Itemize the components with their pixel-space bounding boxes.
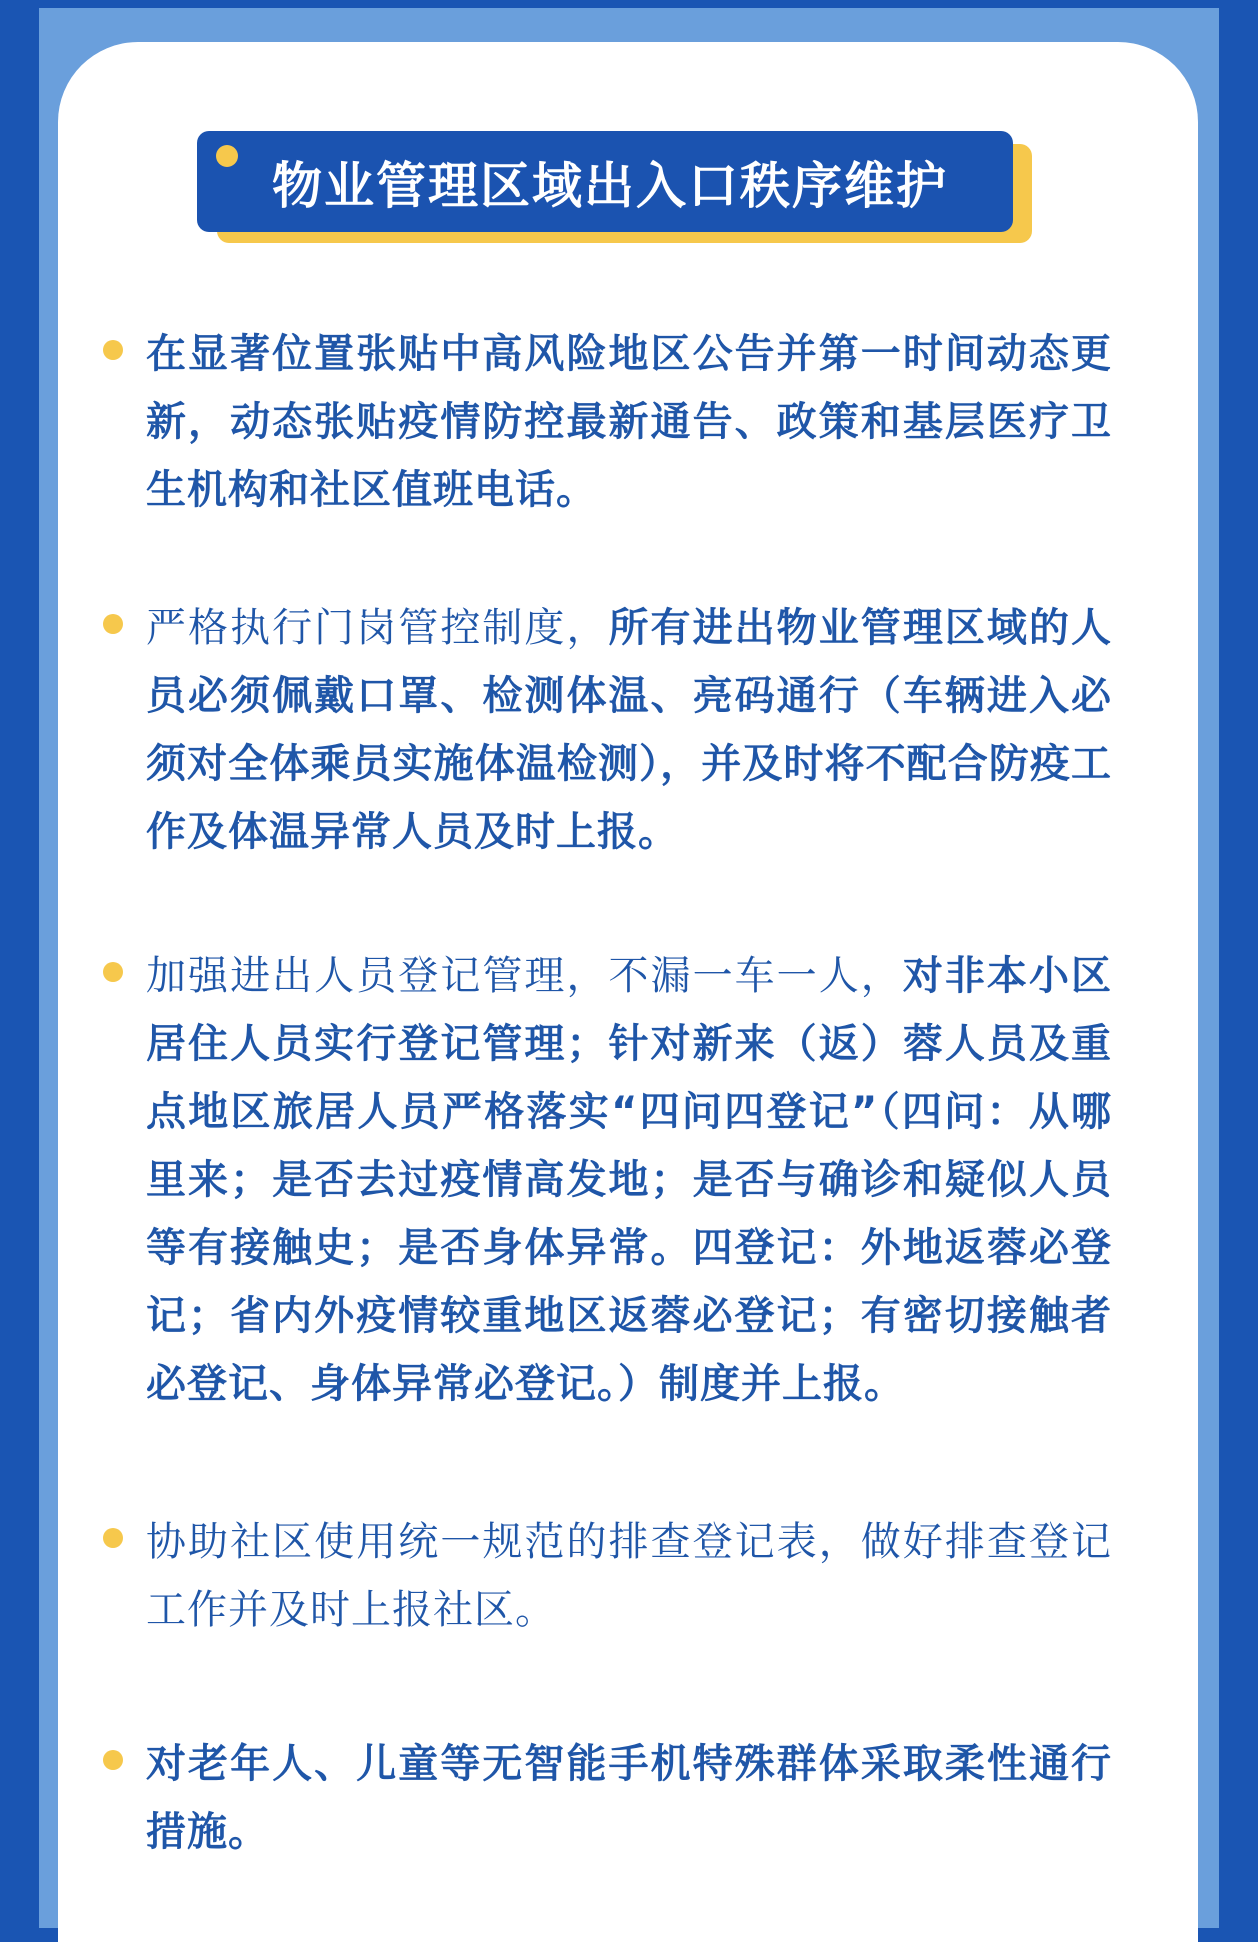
item-text-bold: 对非本小区居住人员实行登记管理；针对新来（返）蓉人员及重点地区旅居人员严格落实“四问四登记”（四问：从哪里来；是否去过疫情高发地；是否与确诊和疑似人员等有接触史；是否身体异常。四登记：外地返蓉必登记；省内外疫情较重地区返蓉必登记；有密切接触者必登记、身体异常必登记。）制度并上报。 <box>146 953 1113 1407</box>
item-text-normal: 严格执行门岗管控制度， <box>146 605 609 651</box>
list-item-text <box>146 942 1112 1418</box>
list-item-text <box>146 1730 1112 1866</box>
item-text-normal: 协助社区使用统一规范的排查登记表，做好排查登记工作并及时上报社区。 <box>146 1519 1112 1633</box>
bullet-dot-icon <box>103 1528 123 1548</box>
item-text-bold: 在显著位置张贴中高风险地区公告并第一时间动态更新，动态张贴疫情防控最新通告、政策和基层医疗卫生机构和社区值班电话。 <box>146 331 1112 513</box>
bullet-dot-icon <box>103 340 123 360</box>
title-banner-box <box>197 131 1013 232</box>
bullet-dot-icon <box>103 1750 123 1770</box>
list-item <box>146 1730 1112 1866</box>
list-item-text <box>146 320 1112 524</box>
title-dot-icon <box>216 145 238 167</box>
list-item-text <box>146 594 1112 866</box>
bullet-dot-icon <box>103 614 123 634</box>
page-title: 物业管理区域出入口秩序维护 <box>272 156 948 215</box>
item-text-normal: 加强进出人员登记管理，不漏一车一人， <box>146 953 903 999</box>
bullet-dot-icon <box>103 962 123 982</box>
list-item-text <box>146 1508 1112 1644</box>
list-item <box>146 594 1112 866</box>
title-banner <box>197 131 1032 243</box>
list-item <box>146 1508 1112 1644</box>
list-item <box>146 320 1112 524</box>
list-item <box>146 942 1112 1418</box>
item-text-bold: 对老年人、儿童等无智能手机特殊群体采取柔性通行措施。 <box>146 1741 1112 1855</box>
item-text-bold: 所有进出物业管理区域的人员必须佩戴口罩、检测体温、亮码通行（车辆进入必须对全体乘员实施体温检测），并及时将不配合防疫工作及体温异常人员及时上报。 <box>146 605 1112 855</box>
